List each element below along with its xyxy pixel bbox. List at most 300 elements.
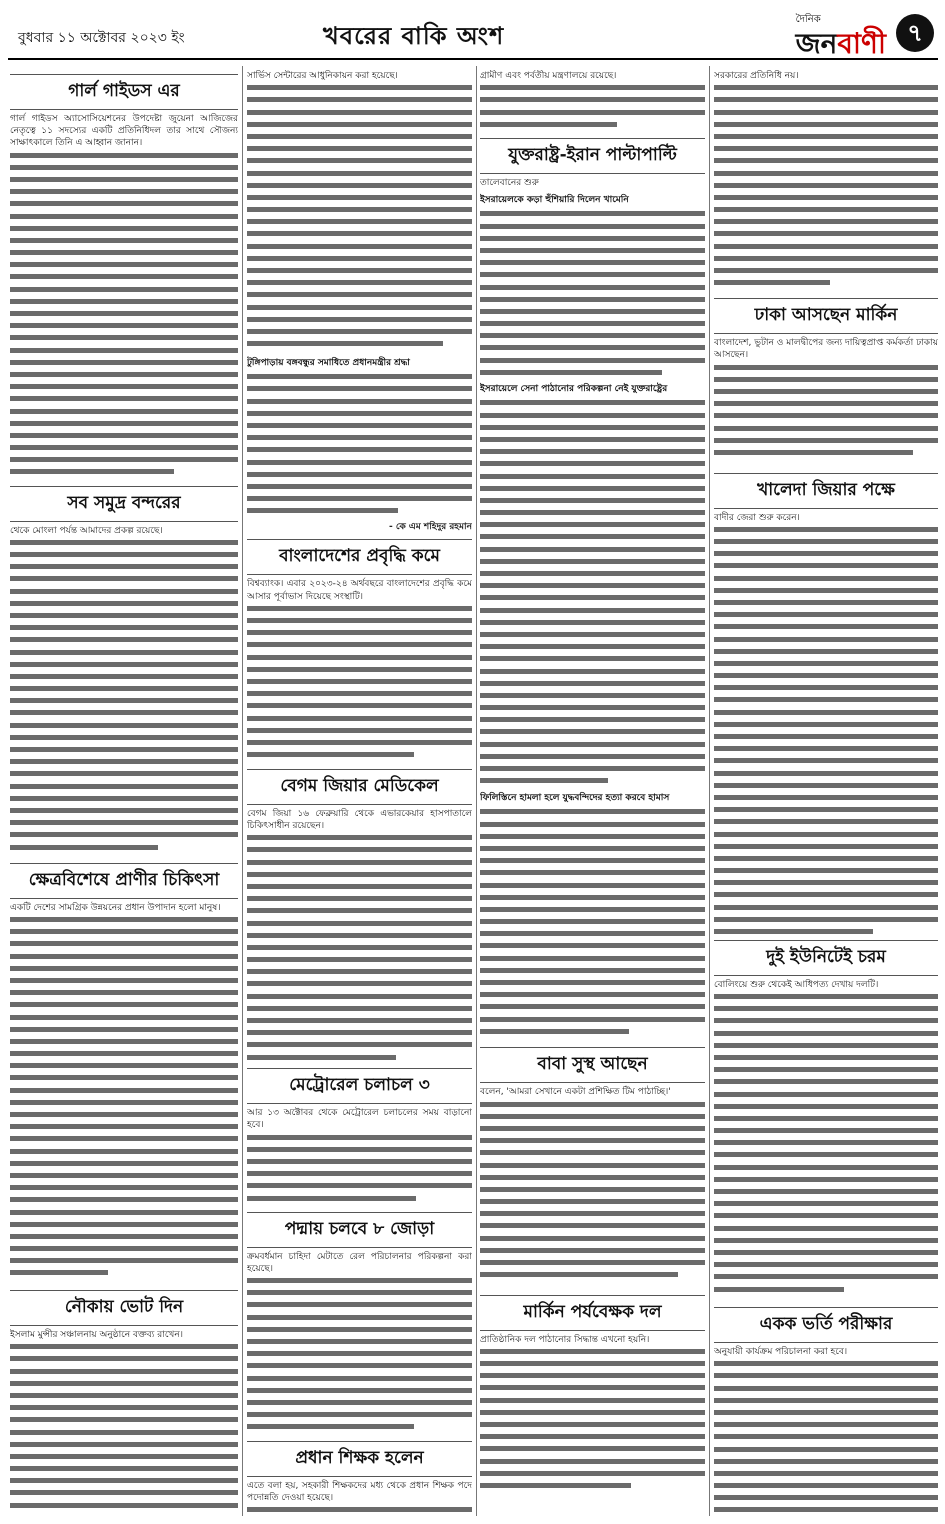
text-line (480, 1407, 705, 1419)
text-line (480, 410, 705, 422)
text-line (714, 597, 938, 609)
text-line (247, 505, 398, 517)
text-line (480, 483, 705, 495)
page-title: খবরের বাকি অংশ (323, 22, 505, 50)
brand-name-part2: বাণী (837, 27, 886, 60)
text-line (247, 314, 472, 326)
article-girl-guides (10, 74, 238, 480)
text-line (480, 867, 705, 879)
article-lead: তালেবানের শুরু (480, 178, 539, 189)
text-line (714, 573, 938, 585)
text-line (714, 1383, 938, 1395)
article-lead: বেগম জিয়া ১৬ ফেব্রুয়ারি থেকে এভারকেয়ার হাসপাতালে চিকিৎসাধীন রয়েছেন। (247, 808, 472, 832)
article-headline: একক ভর্তি পরীক্ষার (714, 1307, 938, 1343)
text-line (714, 1395, 938, 1407)
text-line (10, 1158, 238, 1170)
text-line (480, 629, 705, 641)
text-line (247, 881, 472, 893)
text-line (10, 1267, 108, 1279)
article-headline: গার্ল গাইডস এর (10, 74, 238, 110)
text-line (714, 560, 938, 572)
text-line (714, 1101, 938, 1113)
text-line (714, 204, 938, 216)
text-line (714, 1089, 938, 1101)
text-line (714, 731, 938, 743)
text-line (480, 855, 705, 867)
column-3 (480, 70, 705, 1515)
text-line (714, 168, 938, 180)
text-line (480, 580, 705, 592)
article-lead: বিশ্বব্যাংক। এবার ২০২৩-২৪ অর্থবছরে বাংলাদেশের প্রবৃদ্ধি কমে আসার পূর্বাভাস দিয়েছে সংস্থাটি। (247, 579, 472, 602)
article-text-block (247, 371, 472, 521)
text-line (247, 688, 472, 700)
text-line (10, 1402, 238, 1414)
brand-name-part1: জন (795, 27, 838, 60)
text-line (480, 953, 705, 965)
text-line (10, 406, 238, 418)
article-us-observers (480, 1295, 705, 1496)
text-line (480, 678, 705, 690)
text-line (480, 1395, 705, 1407)
text-line (247, 457, 472, 469)
text-line (480, 556, 705, 568)
text-line (714, 82, 938, 94)
text-line (480, 880, 705, 892)
text-line (247, 383, 472, 395)
text-line (480, 702, 705, 714)
text-line (714, 192, 938, 204)
article-padma-trains (247, 1212, 472, 1435)
text-line (480, 397, 705, 409)
text-line (247, 1421, 414, 1433)
text-line (10, 817, 238, 829)
text-line (480, 940, 705, 952)
article-subheading: ইসরায়েলে সেনা পাঠানোর পরিকল্পনা নেই যুক্তরাষ্ট্রের (480, 384, 668, 395)
text-line (10, 805, 238, 817)
text-line (714, 119, 938, 131)
text-line (10, 1121, 238, 1133)
text-line (480, 1026, 629, 1038)
article-headline: সব সমুদ্র বন্দরের (10, 486, 238, 522)
text-line (714, 1407, 938, 1419)
article-lead: বাদীর জেরা শুরু করেন। (714, 512, 800, 523)
text-line (10, 647, 238, 659)
text-line (247, 676, 472, 688)
article-lead: গার্ল গাইডস অ্যাসোসিয়েশনের উপদেষ্টা জুয়েনা আজিজের নেতৃত্বে ১১ সদস্যের একটি প্রতিনিধিদল তার সাথে সৌজন্য সাক্ষাৎকালে তিনি এ আহ্বান জানান। (10, 114, 238, 149)
text-line (714, 435, 938, 447)
text-line (247, 1324, 472, 1336)
text-line (247, 664, 472, 676)
text-line (247, 1144, 472, 1156)
text-line (714, 107, 938, 119)
text-line (10, 1060, 238, 1072)
text-line (714, 1504, 938, 1515)
text-line (10, 610, 238, 622)
text-line (480, 1382, 705, 1394)
text-line (247, 857, 472, 869)
text-line (247, 1348, 472, 1360)
article-text-block (10, 1341, 238, 1515)
text-line (714, 1271, 938, 1283)
text-line (714, 743, 938, 755)
article-lead: ইসলাম মুন্সীর সঞ্চালনায় অনুষ্ঠানে বক্তব্য রাখেন। (10, 1330, 183, 1341)
text-line (247, 192, 472, 204)
text-line (480, 666, 705, 678)
text-line (10, 1487, 238, 1499)
text-line (480, 1370, 705, 1382)
text-line (714, 914, 938, 926)
text-line (714, 536, 938, 548)
text-line (480, 1245, 705, 1257)
text-line (714, 1419, 938, 1431)
text-line (10, 963, 238, 975)
text-line (10, 1133, 238, 1145)
page-header (8, 8, 938, 60)
text-line (480, 107, 705, 119)
text-line (10, 430, 238, 442)
text-line (247, 1015, 472, 1027)
text-line (247, 253, 472, 265)
article-headline: যুক্তরাষ্ট্র-ইরান পাল্টাপাল্টি (480, 138, 705, 174)
text-line (480, 617, 705, 629)
text-line (247, 1003, 472, 1015)
text-line (10, 1170, 238, 1182)
text-line (247, 725, 472, 737)
text-line (10, 1182, 238, 1194)
text-line (247, 82, 472, 94)
text-line (480, 1443, 705, 1455)
text-line (10, 1109, 238, 1121)
text-line (714, 1015, 938, 1027)
text-line (10, 744, 238, 756)
article-subheading: টুঙ্গিপাড়ায় বঙ্গবন্ধুর সমাধিতে প্রধানমন্ত্রীর শ্রদ্ধা (247, 358, 410, 369)
article-lead: আর ১৩ অক্টোবর থেকে মেট্রোরেল চলাচলের সময় বাড়ানো হবে। (247, 1108, 472, 1131)
text-line (480, 1111, 705, 1123)
text-line (714, 707, 938, 719)
text-line (10, 926, 238, 938)
text-line (480, 1346, 705, 1358)
text-line (10, 707, 238, 719)
text-line (10, 1341, 238, 1353)
text-line (714, 1492, 938, 1504)
text-line (480, 916, 705, 928)
text-line (714, 1235, 938, 1247)
article-headline: মেট্রোরেল চলাচল ৩ (247, 1068, 472, 1104)
text-line (714, 877, 938, 889)
text-line (10, 1207, 238, 1219)
article-subheading: ইসরায়েলকে কড়া হুঁশিয়ারি দিলেন খামেনি (480, 195, 629, 206)
text-line (714, 804, 938, 816)
text-line (247, 1299, 472, 1311)
text-line (10, 1378, 238, 1390)
text-line (247, 1168, 472, 1180)
text-line (10, 235, 238, 247)
text-line (247, 869, 472, 881)
text-line (480, 1456, 705, 1468)
text-line (10, 732, 238, 744)
text-line (10, 345, 238, 357)
text-line (247, 1287, 472, 1299)
article-headline: মার্কিন পর্যবেক্ষক দল (480, 1295, 705, 1331)
text-line (247, 469, 472, 481)
text-line (10, 914, 238, 926)
text-line (247, 966, 472, 978)
article-text-block (480, 397, 705, 787)
text-line (480, 977, 705, 989)
text-line (10, 586, 238, 598)
text-line (714, 719, 938, 731)
text-line (714, 853, 938, 865)
text-line (480, 531, 705, 543)
text-line (247, 481, 472, 493)
text-line (480, 892, 705, 904)
text-line (480, 690, 705, 702)
article-lead: অনুযায়ী কার্যক্রম পরিচালনা করা হবে। (714, 1347, 848, 1358)
text-line (714, 902, 938, 914)
text-line (480, 257, 705, 269)
text-line (247, 204, 472, 216)
text-line (480, 989, 705, 1001)
article-text-block (247, 1275, 472, 1435)
text-line (480, 94, 705, 106)
text-line (480, 1468, 705, 1480)
text-line (247, 1052, 396, 1063)
text-line (10, 573, 238, 585)
text-line (247, 905, 472, 917)
article-headline: বাংলাদেশের প্রবৃদ্ধি কমে (247, 539, 472, 575)
text-line (10, 975, 238, 987)
text-line (714, 143, 938, 155)
text-line (714, 1480, 938, 1492)
text-line (10, 659, 238, 671)
text-line (714, 682, 938, 694)
text-line (714, 1284, 844, 1296)
text-line (247, 131, 472, 143)
article-lead: একটি দেশের সামগ্রিক উন্নয়নের প্রধান উপাদান হলো মানুষ। (10, 902, 221, 913)
text-line (247, 713, 472, 725)
text-line (10, 1255, 238, 1267)
text-line (480, 269, 705, 281)
text-line (480, 641, 705, 653)
article-lead: প্রাতিষ্ঠানিক দল পাঠানোর সিদ্ধান্ত এখনো হয়নি। (480, 1334, 650, 1345)
text-line (247, 338, 443, 350)
text-line (480, 806, 705, 818)
text-line (10, 1097, 238, 1109)
text-line (10, 1024, 238, 1036)
text-line (10, 259, 238, 271)
text-line (10, 1243, 238, 1255)
text-line (10, 332, 238, 344)
text-line (247, 326, 472, 338)
text-line (480, 342, 705, 354)
text-line (480, 775, 608, 787)
article-begum-zia-medical (247, 769, 472, 1062)
article-text-block (247, 1132, 472, 1206)
text-line (714, 1247, 938, 1259)
text-line (10, 1353, 238, 1365)
text-line (247, 1156, 472, 1168)
text-line (10, 1414, 238, 1426)
text-line (714, 694, 938, 706)
text-line (10, 1146, 238, 1158)
text-line (480, 726, 705, 738)
text-line (247, 978, 472, 990)
text-line (247, 627, 472, 639)
text-line (714, 1358, 938, 1370)
text-line (714, 1370, 938, 1382)
text-line (247, 652, 472, 664)
text-line (714, 634, 938, 646)
article-text-block (247, 82, 472, 352)
text-line (714, 277, 830, 289)
text-line (480, 714, 705, 726)
text-line (714, 1456, 938, 1468)
column-divider (242, 66, 243, 1516)
text-line (714, 155, 938, 167)
text-line (10, 634, 238, 646)
text-line (480, 605, 705, 617)
text-line (10, 781, 238, 793)
text-line (10, 418, 238, 430)
text-line (480, 1257, 705, 1269)
text-line (247, 1027, 472, 1039)
text-line (480, 221, 705, 233)
column-divider (476, 66, 477, 1516)
brand-small-text: দৈনিক (795, 14, 821, 25)
article-growth (247, 539, 472, 762)
text-line (714, 1444, 938, 1456)
text-line (247, 1275, 472, 1287)
text-line (10, 695, 238, 707)
text-line (714, 829, 938, 841)
text-line (10, 829, 238, 841)
text-line (480, 1431, 705, 1443)
text-line (10, 1500, 238, 1512)
text-line (10, 198, 238, 210)
article-headline: ঢাকা আসছেন মার্কিন (714, 298, 938, 334)
header-date: বুধবার ১১ অক্টোবর ২০২৩ ইং (18, 30, 185, 46)
text-line (480, 422, 705, 434)
text-line (714, 524, 938, 536)
text-line (480, 330, 705, 342)
text-line (10, 1072, 238, 1084)
text-line (247, 408, 472, 420)
article-headline: প্রধান শিক্ষক হলেন (247, 1441, 472, 1477)
text-line (10, 671, 238, 683)
text-line (247, 168, 472, 180)
text-line (247, 371, 472, 383)
text-line (714, 374, 938, 386)
text-line (480, 507, 705, 519)
article-text-block (247, 603, 472, 763)
text-line (714, 386, 938, 398)
text-line (10, 357, 238, 369)
text-line (10, 951, 238, 963)
text-line (714, 646, 938, 658)
text-line (247, 954, 472, 966)
text-line (10, 223, 238, 235)
text-line (714, 792, 938, 804)
text-line (480, 1099, 705, 1111)
text-line (714, 1198, 938, 1210)
article-headline: বাবা সুস্থ আছেন (480, 1047, 705, 1083)
text-line (10, 320, 238, 332)
text-line (480, 1014, 705, 1026)
text-line (10, 1390, 238, 1402)
text-line (247, 444, 472, 456)
text-line (714, 1113, 938, 1125)
text-line (247, 1397, 472, 1409)
text-line (480, 831, 705, 843)
text-line (714, 926, 873, 934)
column-4 (714, 70, 938, 1515)
article-text-block (10, 537, 238, 857)
column-divider (709, 66, 710, 1516)
text-line (714, 180, 938, 192)
text-line (714, 865, 938, 877)
text-line (480, 119, 617, 131)
text-line (480, 355, 705, 367)
text-line (10, 150, 238, 162)
text-line (247, 94, 472, 106)
text-line (714, 658, 938, 670)
text-line (714, 216, 938, 228)
text-line (247, 749, 414, 761)
text-line (247, 493, 472, 505)
article-text-block (480, 82, 705, 132)
page-number-badge: ৭ (896, 14, 934, 52)
article-lead: এতে বলা হয়, সহকারী শিক্ষকদের মধ্য থেকে প্রধান শিক্ষক পদে পদোন্নতি দেওয়া হয়েছে। (247, 1481, 472, 1504)
text-line (247, 432, 472, 444)
text-line (247, 277, 472, 289)
article-text-block (480, 1099, 705, 1289)
article-text-block (714, 991, 938, 1301)
article-headline: খালেদা জিয়ার পক্ষে (714, 473, 938, 509)
article-text-block (10, 150, 238, 480)
text-line (480, 1135, 705, 1147)
text-line (480, 1358, 705, 1370)
text-line (247, 180, 472, 192)
text-line (714, 94, 938, 106)
text-line (714, 816, 938, 828)
article-lead: বলেন, 'আমরা সেখানে একটা প্রশিক্ষিত টিম পাঠাচ্ছি।' (480, 1087, 671, 1098)
text-line (480, 1196, 705, 1208)
text-line (247, 603, 472, 615)
text-line (480, 367, 662, 379)
text-line (247, 119, 472, 131)
text-line (480, 82, 705, 94)
text-line (714, 423, 938, 435)
text-line (10, 549, 238, 561)
text-line (714, 1076, 938, 1088)
text-line (10, 1194, 238, 1206)
text-line (714, 1468, 938, 1480)
article-headline: ক্ষেত্রবিশেষে প্রাণীর চিকিৎসা (10, 863, 238, 899)
text-line (714, 1162, 938, 1174)
text-line (247, 143, 472, 155)
text-line (714, 1259, 938, 1271)
column-1 (10, 70, 238, 1515)
text-line (247, 396, 472, 408)
article-text-block (714, 1358, 938, 1515)
text-line (714, 609, 938, 621)
text-line (714, 1174, 938, 1186)
text-line (10, 768, 238, 780)
text-line (480, 819, 705, 831)
text-line (480, 1480, 631, 1492)
text-line (10, 1012, 238, 1024)
text-line (480, 318, 705, 330)
